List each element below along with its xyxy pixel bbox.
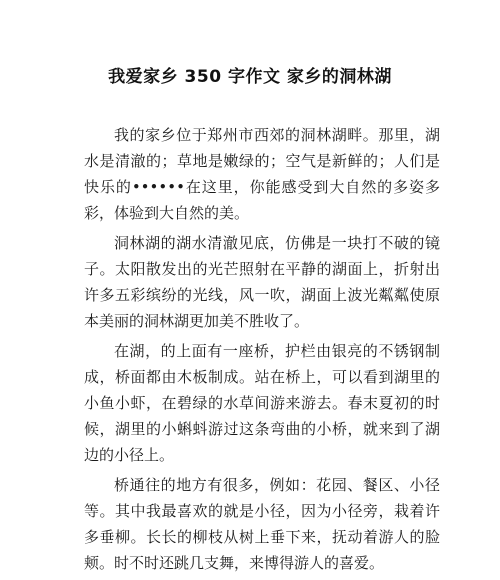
paragraph-2: 洞林湖的湖水清澈见底，仿佛是一块打不破的镜子。太阳散发出的光芒照射在平静的湖面上，折射出许多五彩缤纷的光线，风一吹，湖面上波光粼粼使原本美丽的洞林湖更加美不胜收了。: [84, 234, 440, 330]
document-title: 我爱家乡 350 字作文 家乡的洞林湖: [108, 67, 392, 87]
paragraph-1: 我的家乡位于郑州市西郊的洞林湖畔。那里，湖水是清澈的；草地是嫩绿的；空气是新鲜的；人们是快乐的••••••在这里，你能感受到大自然的多姿多彩，体验到大自然的美。: [84, 126, 440, 222]
paragraph-4: 桥通往的地方有很多，例如：花园、餐区、小径等。其中我最喜欢的就是小径，因为小径旁，栽着许多垂柳。长长的柳枝从树上垂下来，抚动着游人的脸颊。时不时还跳几支舞，来博得游人的喜爱。: [84, 476, 440, 572]
document-body: [84, 122, 440, 580]
paragraph-3: 在湖，的上面有一座桥，护栏由银亮的不锈钢制成，桥面都由木板制成。站在桥上，可以看到湖里的小鱼小虾，在碧绿的水草间游来游去。春末夏初的时候，湖里的小蝌蚪游过这条弯曲的小桥，就来到了湖边的小径上。: [84, 342, 440, 464]
